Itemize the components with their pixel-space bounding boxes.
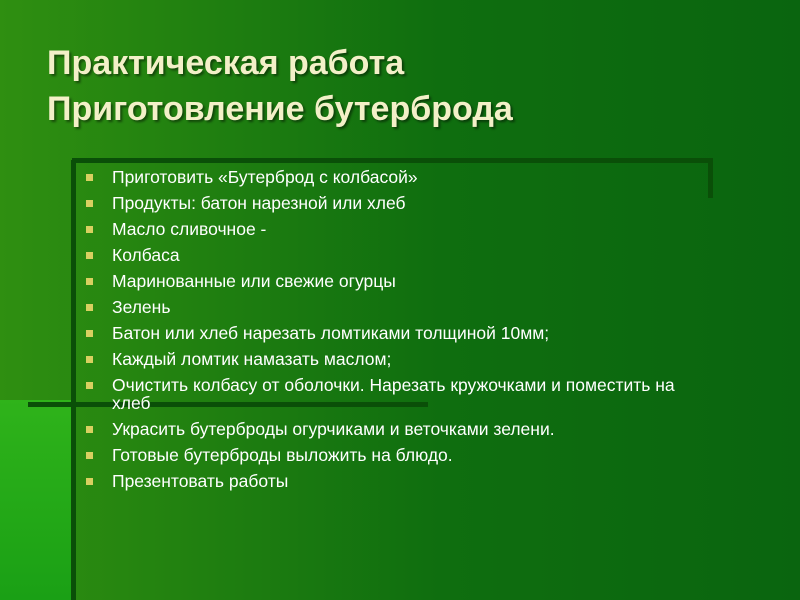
slide-title: [47, 40, 767, 132]
bullet-item: Украсить бутерброды огурчиками и веточками зелени.: [86, 420, 706, 438]
bullet-item: Масло сливочное -: [86, 220, 706, 238]
decorative-block: [0, 400, 75, 600]
title-line-2: Приготовление бутерброда: [47, 90, 513, 128]
bullet-item: Зелень: [86, 298, 706, 316]
bullet-item: Очистить колбасу от оболочки. Нарезать кружочками и поместить на хлеб: [86, 376, 706, 412]
decorative-line-top: [72, 158, 713, 163]
bullet-item: Батон или хлеб нарезать ломтиками толщиной 10мм;: [86, 324, 706, 342]
bullet-item: Каждый ломтик намазать маслом;: [86, 350, 706, 368]
bullet-item: Приготовить «Бутерброд с колбасой»: [86, 168, 706, 186]
bullet-item: Продукты: батон нарезной или хлеб: [86, 194, 706, 212]
bullet-item: Колбаса: [86, 246, 706, 264]
bullet-item: Готовые бутерброды выложить на блюдо.: [86, 446, 706, 464]
decorative-line-right: [708, 158, 713, 198]
bullet-item: Маринованные или свежие огурцы: [86, 272, 706, 290]
bullet-list: [86, 168, 706, 498]
bullet-item: Презентовать работы: [86, 472, 706, 490]
title-line-1: Практическая работа: [47, 44, 405, 82]
decorative-line-vertical: [71, 160, 76, 600]
